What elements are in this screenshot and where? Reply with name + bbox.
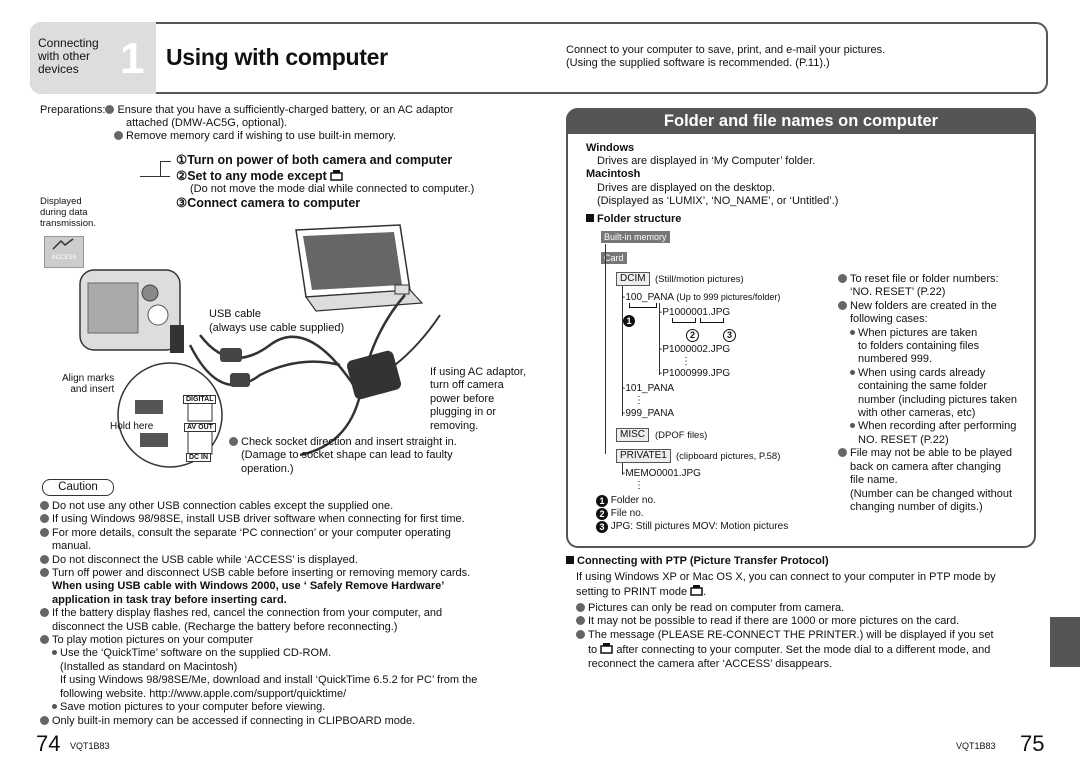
mac-heading: Macintosh (586, 168, 641, 180)
dots-1: ⋮ (681, 356, 691, 367)
usb-cable-label: USB cable (always use cable supplied) (209, 308, 345, 334)
pana999-line: -999_PANA (622, 408, 675, 419)
bracket-file (672, 318, 696, 323)
pana101-line: -101_PANA (622, 383, 675, 394)
step-3: ③Connect camera to computer (176, 196, 361, 210)
num-3-marker: 3 (723, 328, 736, 342)
ptp-heading: Connecting with PTP (Picture Transfer Protocol) (566, 555, 829, 568)
hold-here-label: Hold here (110, 421, 154, 432)
dcim-branch (622, 286, 623, 416)
section-number: 1 (120, 34, 145, 83)
step-2: ②Set to any mode except (176, 169, 343, 183)
align-marks-label: Align marks and insert (62, 373, 115, 395)
card-tag: Card (601, 252, 627, 264)
step-bracket (160, 161, 171, 177)
num-2-marker: 2 (686, 328, 699, 342)
page-number-left: 74 (36, 731, 61, 756)
mac-text-1: Drives are displayed on the desktop. (597, 182, 775, 194)
socket-note: Check socket direction and insert straight in. (Damage to socket shape can lead to faulty operation.) (229, 436, 457, 476)
num-1-marker: 1 (623, 314, 635, 327)
ac-adaptor-note: If using AC adaptor, turn off camera power before plugging in or removing. (430, 366, 527, 432)
tree-legend: 1 Folder no. 2 File no. 3 JPG: Still pictures MOV: Motion pictures (596, 494, 788, 534)
port-av-label: AV OUT (184, 423, 216, 432)
page-number-right: 75 (1020, 731, 1045, 756)
dots-2: ⋮ (634, 395, 644, 406)
misc-note: (DPOF files) (655, 430, 708, 441)
side-tab (1050, 617, 1080, 667)
misc-folder: MISC (616, 428, 649, 442)
page-code-right: VQT1B83 (956, 741, 996, 751)
step-line (140, 176, 170, 177)
bracket-folder (629, 303, 657, 308)
page-code-left: VQT1B83 (70, 741, 110, 751)
dots-3: ⋮ (634, 480, 644, 491)
prep-line-1: Preparations: Ensure that you have a sufficiently-charged battery, or an AC adaptor (40, 104, 454, 116)
private-note: (clipboard pictures, P.58) (676, 451, 781, 462)
port-dc-label: DC IN (186, 453, 211, 462)
caution-badge: Caution (42, 479, 114, 496)
folder-structure-heading: Folder structure (586, 213, 681, 226)
print-mode-icon (600, 642, 613, 654)
file-p2: -P1000002.JPG (659, 344, 731, 355)
dcim-folder: DCIM (616, 272, 650, 286)
print-mode-icon (690, 584, 703, 596)
prep-line-3: Remove memory card if wishing to use built-in memory. (114, 130, 396, 143)
builtin-memory-tag: Built-in memory (601, 231, 670, 243)
windows-heading: Windows (586, 142, 635, 154)
prep-line-2: attached (DMW-AC5G, optional). (126, 117, 288, 129)
ptp-intro-2: setting to PRINT mode . (576, 586, 707, 598)
private-folder: PRIVATE1 (616, 449, 671, 463)
step-2-note: (Do not move the mode dial while connected to computer.) (190, 183, 475, 195)
header-intro: Connect to your computer to save, print, and e-mail your pictures. (Using the supplied software is recommended. (P.11).) (566, 44, 886, 69)
file-p1: -P1000001.JPG (659, 307, 731, 318)
caution-list: Do not use any other USB connection cables except the supplied one. If using Windows 98/98SE, install USB driver software when connecting for first time. For more details, consult the separate ‘PC connection’ or your computer operating manual. Do not disconnect the USB cable while ‘ACCESS’ is displayed. Turn off power and disconnect USB cable before inserting or removing memory cards. When using USB cable with Windows 2000, use ‘ Safely Remove Hardware’ application in task tray before inserting card. If the battery display flashes red, cancel the connection from your computer, and disconnect the USB cable. (Recharge the battery before reconnecting.) To play motion pictures on your computer Use the ‘QuickTime’ software on the supplied CD-ROM. (Installed as standard on Macintosh) If using Windows 98/98SE/Me, download and install ‘QuickTime 6.5.2 for PC’ from the following website. http://www.apple.com/support/quicktime/ Save motion pictures to your computer before viewing. Only built-in memory can be accessed if connecting in CLIPBOARD mode. (40, 500, 477, 728)
memo-line: -MEMO0001.JPG (622, 468, 701, 479)
displayed-note: Displayed during data transmission. (40, 196, 96, 229)
port-digital-label: DIGITAL (183, 395, 216, 404)
ptp-intro-1: If using Windows XP or Mac OS X, you can connect to your computer in PTP mode by (576, 571, 996, 583)
step-1: ①Turn on power of both camera and computer (176, 153, 453, 167)
folder-panel-title: Folder and file names on computer (566, 108, 1036, 134)
pana100-line: -100_PANA (Up to 999 pictures/folder) (622, 292, 781, 303)
bracket-ext (700, 318, 724, 323)
file-p999: -P1000999.JPG (659, 368, 731, 379)
mac-text-2: (Displayed as ‘LUMIX’, ‘NO_NAME’, or ‘Untitled’.) (597, 195, 839, 207)
camera-icon (80, 270, 184, 353)
folder-notes: To reset file or folder numbers: ‘NO. RESET’ (P.22) New folders are created in the following cases: When pictures are taken to folders containing files numbered 999. When using cards already containing the same folder number (including pictures taken with other cameras, etc) When recording after performing NO. RESET (P.22) File may not be able to be played back on camera after changing file name. (Number can be changed without changing number of digits.) (838, 273, 1017, 514)
windows-text: Drives are displayed in ‘My Computer’ folder. (597, 155, 816, 167)
print-mode-icon (330, 169, 343, 181)
section-label: Connecting with other devices (38, 36, 99, 76)
dcim-note: (Still/motion pictures) (655, 274, 744, 285)
access-label: ACCESS (51, 255, 77, 261)
tree-trunk (605, 244, 606, 454)
ptp-bullets: Pictures can only be read on computer from camera. It may not be possible to read if there are 1000 or more pictures on the card. The message (PLEASE RE-CONNECT THE PRINTER.) will be displayed if you set to after connecting to your computer. Set the mode dial to a different mode, and reconnect the camera after ‘ACCESS’ disappears. (576, 602, 994, 671)
page-title: Using with computer (166, 44, 388, 70)
